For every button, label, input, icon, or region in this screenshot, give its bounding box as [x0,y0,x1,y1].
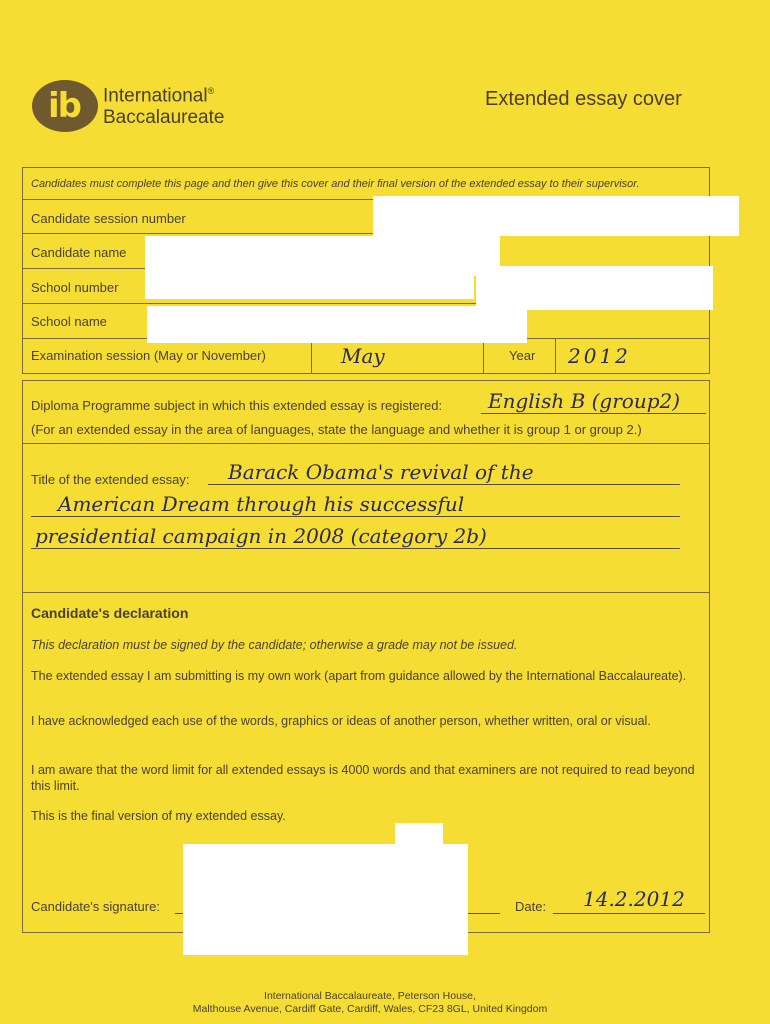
ib-logo-letters: ib [48,86,80,126]
essay-title-line2: American Dream through his successful [58,492,465,516]
candidate-name-label: Candidate name [31,245,127,260]
subject-label: Diploma Programme subject in which this extended essay is registered: [31,398,443,413]
year-label: Year [509,348,536,363]
logo-line1: International [103,85,208,107]
declaration-p2: I have acknowledged each use of the words, graphics or ideas of another person, whether written, oral or visual. [31,714,651,728]
redaction-school-number-a [476,266,713,310]
subject-value: English B (group2) [488,389,681,413]
date-value: 14.2.2012 [583,887,685,911]
subject-note: (For an extended essay in the area of languages, state the language and whether it is group 1 or group 2.) [31,422,642,437]
footer-address [0,990,740,1016]
year-value: 2012 [568,344,631,368]
declaration-p4: This is the final version of my extended essay. [31,809,286,823]
registered-mark: ® [207,86,215,96]
candidate-session-number-label: Candidate session number [31,211,186,226]
declaration-notice: This declaration must be signed by the candidate; otherwise a grade may not be issued. [31,638,518,652]
redaction-session-number [373,196,739,236]
exam-session-value: May [341,344,385,368]
exam-session-label: Examination session (May or November) [31,348,266,363]
essay-title-line3: presidential campaign in 2008 (category 2b) [35,524,487,548]
redaction-signature [183,844,468,955]
date-label: Date: [515,899,547,914]
declaration-p3: I am aware that the word limit for all extended essays is 4000 words and that examiners are not required to read beyond this limit. [31,763,695,793]
logo-line2: Baccalaureate [103,107,225,129]
redaction-candidate-name [145,236,500,276]
school-name-label: School name [31,314,107,329]
footer-line1: International Baccalaureate, Peterson House, [264,990,476,1002]
school-number-label: School number [31,280,119,295]
ib-logo-text [103,80,224,129]
declaration-p1: The extended essay I am submitting is my own work (apart from guidance allowed by the International Baccalaureate). [31,669,687,683]
signature-label: Candidate's signature: [31,899,160,914]
declaration-heading: Candidate's declaration [31,605,189,621]
essay-title-line1: Barack Obama's revival of the [228,460,534,484]
form-instruction: Candidates must complete this page and then give this cover and their final version of the extended essay to their supervisor. [31,178,640,190]
redaction-school-number-b [145,275,474,299]
redaction-school-name [147,306,527,343]
page-title: Extended essay cover [485,88,682,110]
footer-line2: Malthouse Avenue, Cardiff Gate, Cardiff, Wales, CF23 8GL, United Kingdom [192,1003,548,1015]
essay-title-label: Title of the extended essay: [31,472,190,487]
redaction-signature-top [395,823,443,845]
